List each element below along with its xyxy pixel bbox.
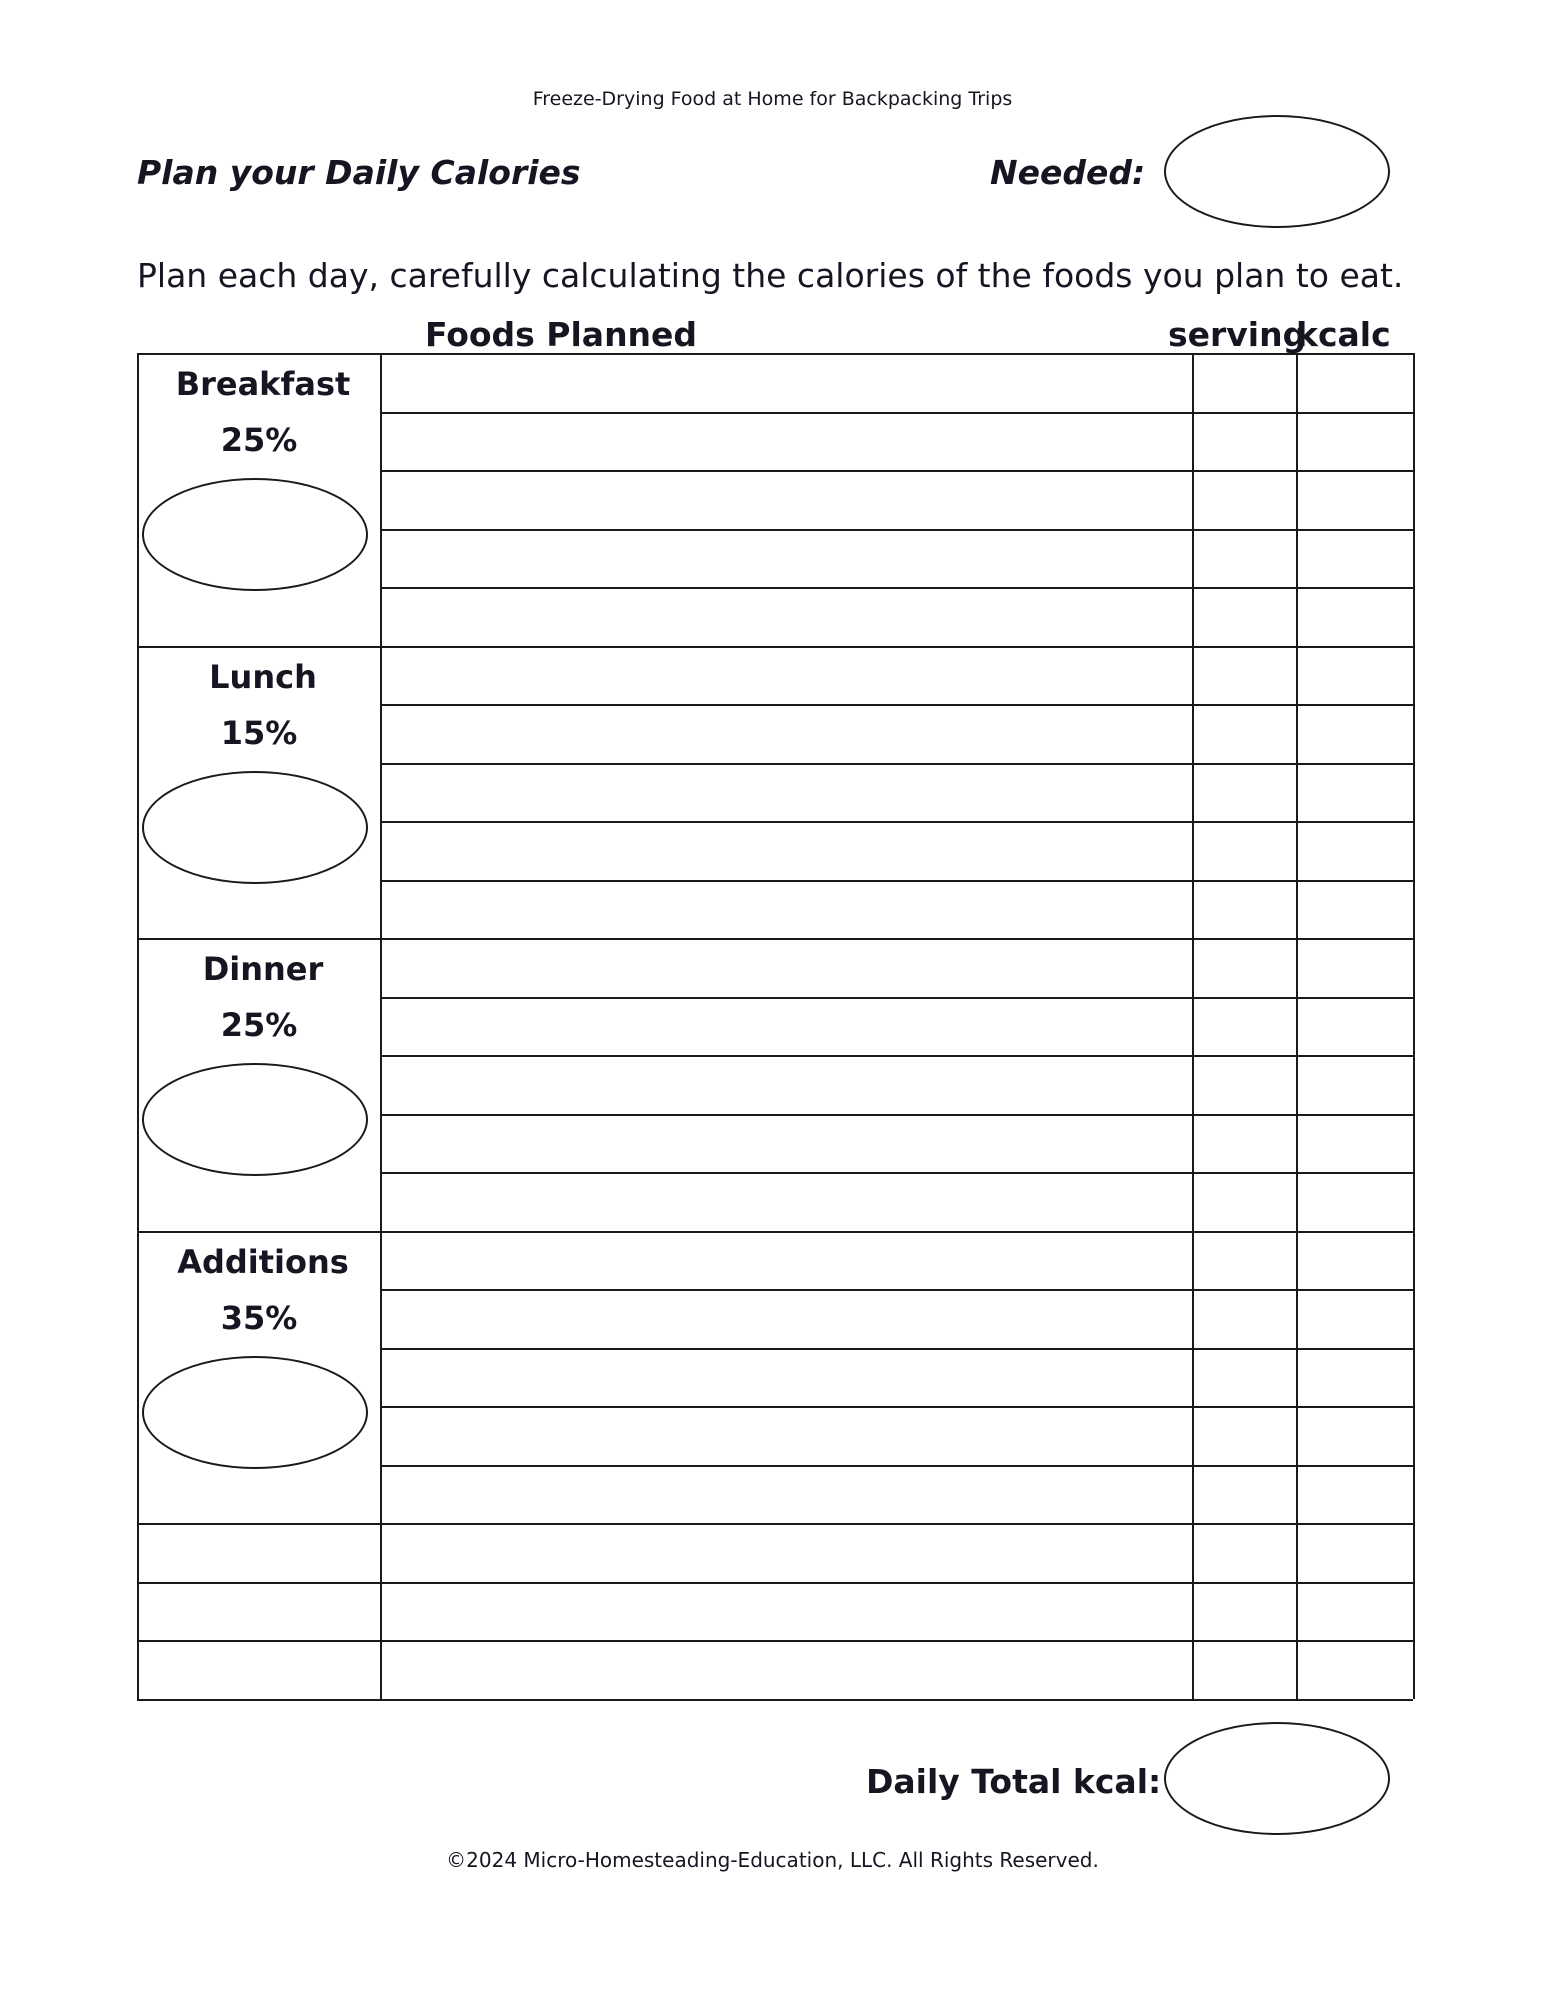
food-entry-cell[interactable]: [380, 529, 1192, 588]
extra-label-cell[interactable]: [137, 1640, 380, 1699]
serving-entry-cell[interactable]: [1192, 880, 1296, 939]
serving-entry-cell[interactable]: [1192, 938, 1296, 997]
kcal-entry-cell[interactable]: [1296, 1172, 1413, 1231]
meal-percent-1: 25%: [220, 421, 298, 459]
food-entry-cell[interactable]: [380, 646, 1192, 705]
serving-entry-cell[interactable]: [1192, 1640, 1296, 1699]
serving-entry-cell[interactable]: [1192, 1231, 1296, 1290]
food-entry-cell[interactable]: [380, 997, 1192, 1056]
plan-title: Plan your Daily Calories: [137, 153, 581, 192]
row-divider: [137, 1699, 1413, 1701]
kcal-entry-cell[interactable]: [1296, 938, 1413, 997]
meal-name-1: Breakfast: [175, 365, 351, 403]
kcal-entry-cell[interactable]: [1296, 646, 1413, 705]
kcal-entry-cell[interactable]: [1296, 763, 1413, 822]
serving-header: serving: [1168, 315, 1307, 354]
kcal-entry-cell[interactable]: [1296, 1465, 1413, 1524]
food-entry-cell[interactable]: [380, 1231, 1192, 1290]
kcal-entry-cell[interactable]: [1296, 704, 1413, 763]
kcal-entry-cell[interactable]: [1296, 1114, 1413, 1173]
meal-name-3: Dinner: [202, 950, 324, 989]
food-entry-cell[interactable]: [380, 412, 1192, 471]
kcal-entry-cell[interactable]: [1296, 821, 1413, 880]
serving-entry-cell[interactable]: [1192, 763, 1296, 822]
needed-label: Needed:: [990, 153, 1146, 192]
food-entry-cell[interactable]: [380, 763, 1192, 822]
food-entry-cell[interactable]: [380, 353, 1192, 412]
serving-entry-cell[interactable]: [1192, 1523, 1296, 1582]
serving-entry-cell[interactable]: [1192, 529, 1296, 588]
meal-name-2: Lunch: [209, 657, 317, 696]
food-entry-cell[interactable]: [380, 1055, 1192, 1114]
food-entry-cell[interactable]: [380, 1640, 1192, 1699]
serving-entry-cell[interactable]: [1192, 1348, 1296, 1407]
daily-total-label: Daily Total kcal:: [866, 1762, 1162, 1801]
food-entry-cell[interactable]: [380, 821, 1192, 880]
kcal-header: kcalc: [1296, 315, 1391, 354]
food-entry-cell[interactable]: [380, 1582, 1192, 1641]
food-entry-cell[interactable]: [380, 1348, 1192, 1407]
meal-calories-oval[interactable]: [142, 1063, 368, 1176]
serving-entry-cell[interactable]: [1192, 587, 1296, 646]
meal-calories-oval[interactable]: [142, 1356, 368, 1469]
kcal-entry-cell[interactable]: [1296, 1582, 1413, 1641]
food-entry-cell[interactable]: [380, 1465, 1192, 1524]
serving-entry-cell[interactable]: [1192, 646, 1296, 705]
meal-percent-4: 35%: [220, 1298, 298, 1337]
meal-calories-oval[interactable]: [142, 478, 368, 591]
meal-plan-table: [137, 353, 1413, 1699]
serving-entry-cell[interactable]: [1192, 1289, 1296, 1348]
foods-planned-header: Foods Planned: [425, 315, 698, 354]
kcal-entry-cell[interactable]: [1296, 1348, 1413, 1407]
food-entry-cell[interactable]: [380, 1114, 1192, 1173]
kcal-entry-cell[interactable]: [1296, 1289, 1413, 1348]
kcal-entry-cell[interactable]: [1296, 1640, 1413, 1699]
kcal-entry-cell[interactable]: [1296, 1055, 1413, 1114]
food-entry-cell[interactable]: [380, 938, 1192, 997]
serving-entry-cell[interactable]: [1192, 1465, 1296, 1524]
food-entry-cell[interactable]: [380, 1172, 1192, 1231]
food-entry-cell[interactable]: [380, 1406, 1192, 1465]
kcal-entry-cell[interactable]: [1296, 880, 1413, 939]
kcal-entry-cell[interactable]: [1296, 587, 1413, 646]
serving-entry-cell[interactable]: [1192, 997, 1296, 1056]
serving-entry-cell[interactable]: [1192, 1582, 1296, 1641]
food-entry-cell[interactable]: [380, 880, 1192, 939]
serving-entry-cell[interactable]: [1192, 412, 1296, 471]
meal-calories-oval[interactable]: [142, 771, 368, 884]
meal-percent-3: 25%: [220, 1006, 298, 1045]
copyright-footer: ©2024 Micro-Homesteading-Education, LLC. All Rights Reserved.: [446, 1848, 1099, 1872]
instructions-text: Plan each day, carefully calculating the calories of the foods you plan to eat.: [137, 256, 1404, 295]
column-divider: [1413, 353, 1415, 1699]
kcal-entry-cell[interactable]: [1296, 1406, 1413, 1465]
kcal-entry-cell[interactable]: [1296, 353, 1413, 412]
document-header: Freeze-Drying Food at Home for Backpacking Trips: [532, 88, 1013, 110]
serving-entry-cell[interactable]: [1192, 1055, 1296, 1114]
kcal-entry-cell[interactable]: [1296, 1231, 1413, 1290]
kcal-entry-cell[interactable]: [1296, 1523, 1413, 1582]
meal-name-4: Additions: [177, 1242, 349, 1281]
kcal-entry-cell[interactable]: [1296, 412, 1413, 471]
extra-label-cell[interactable]: [137, 1523, 380, 1582]
kcal-entry-cell[interactable]: [1296, 997, 1413, 1056]
food-entry-cell[interactable]: [380, 1289, 1192, 1348]
meal-percent-2: 15%: [220, 713, 298, 752]
serving-entry-cell[interactable]: [1192, 821, 1296, 880]
food-entry-cell[interactable]: [380, 470, 1192, 529]
kcal-entry-cell[interactable]: [1296, 529, 1413, 588]
serving-entry-cell[interactable]: [1192, 470, 1296, 529]
kcal-entry-cell[interactable]: [1296, 470, 1413, 529]
serving-entry-cell[interactable]: [1192, 353, 1296, 412]
needed-calories-oval[interactable]: [1164, 115, 1390, 228]
extra-label-cell[interactable]: [137, 1582, 380, 1641]
food-entry-cell[interactable]: [380, 587, 1192, 646]
serving-entry-cell[interactable]: [1192, 1114, 1296, 1173]
food-entry-cell[interactable]: [380, 704, 1192, 763]
serving-entry-cell[interactable]: [1192, 704, 1296, 763]
daily-total-oval[interactable]: [1164, 1722, 1390, 1835]
serving-entry-cell[interactable]: [1192, 1172, 1296, 1231]
food-entry-cell[interactable]: [380, 1523, 1192, 1582]
serving-entry-cell[interactable]: [1192, 1406, 1296, 1465]
